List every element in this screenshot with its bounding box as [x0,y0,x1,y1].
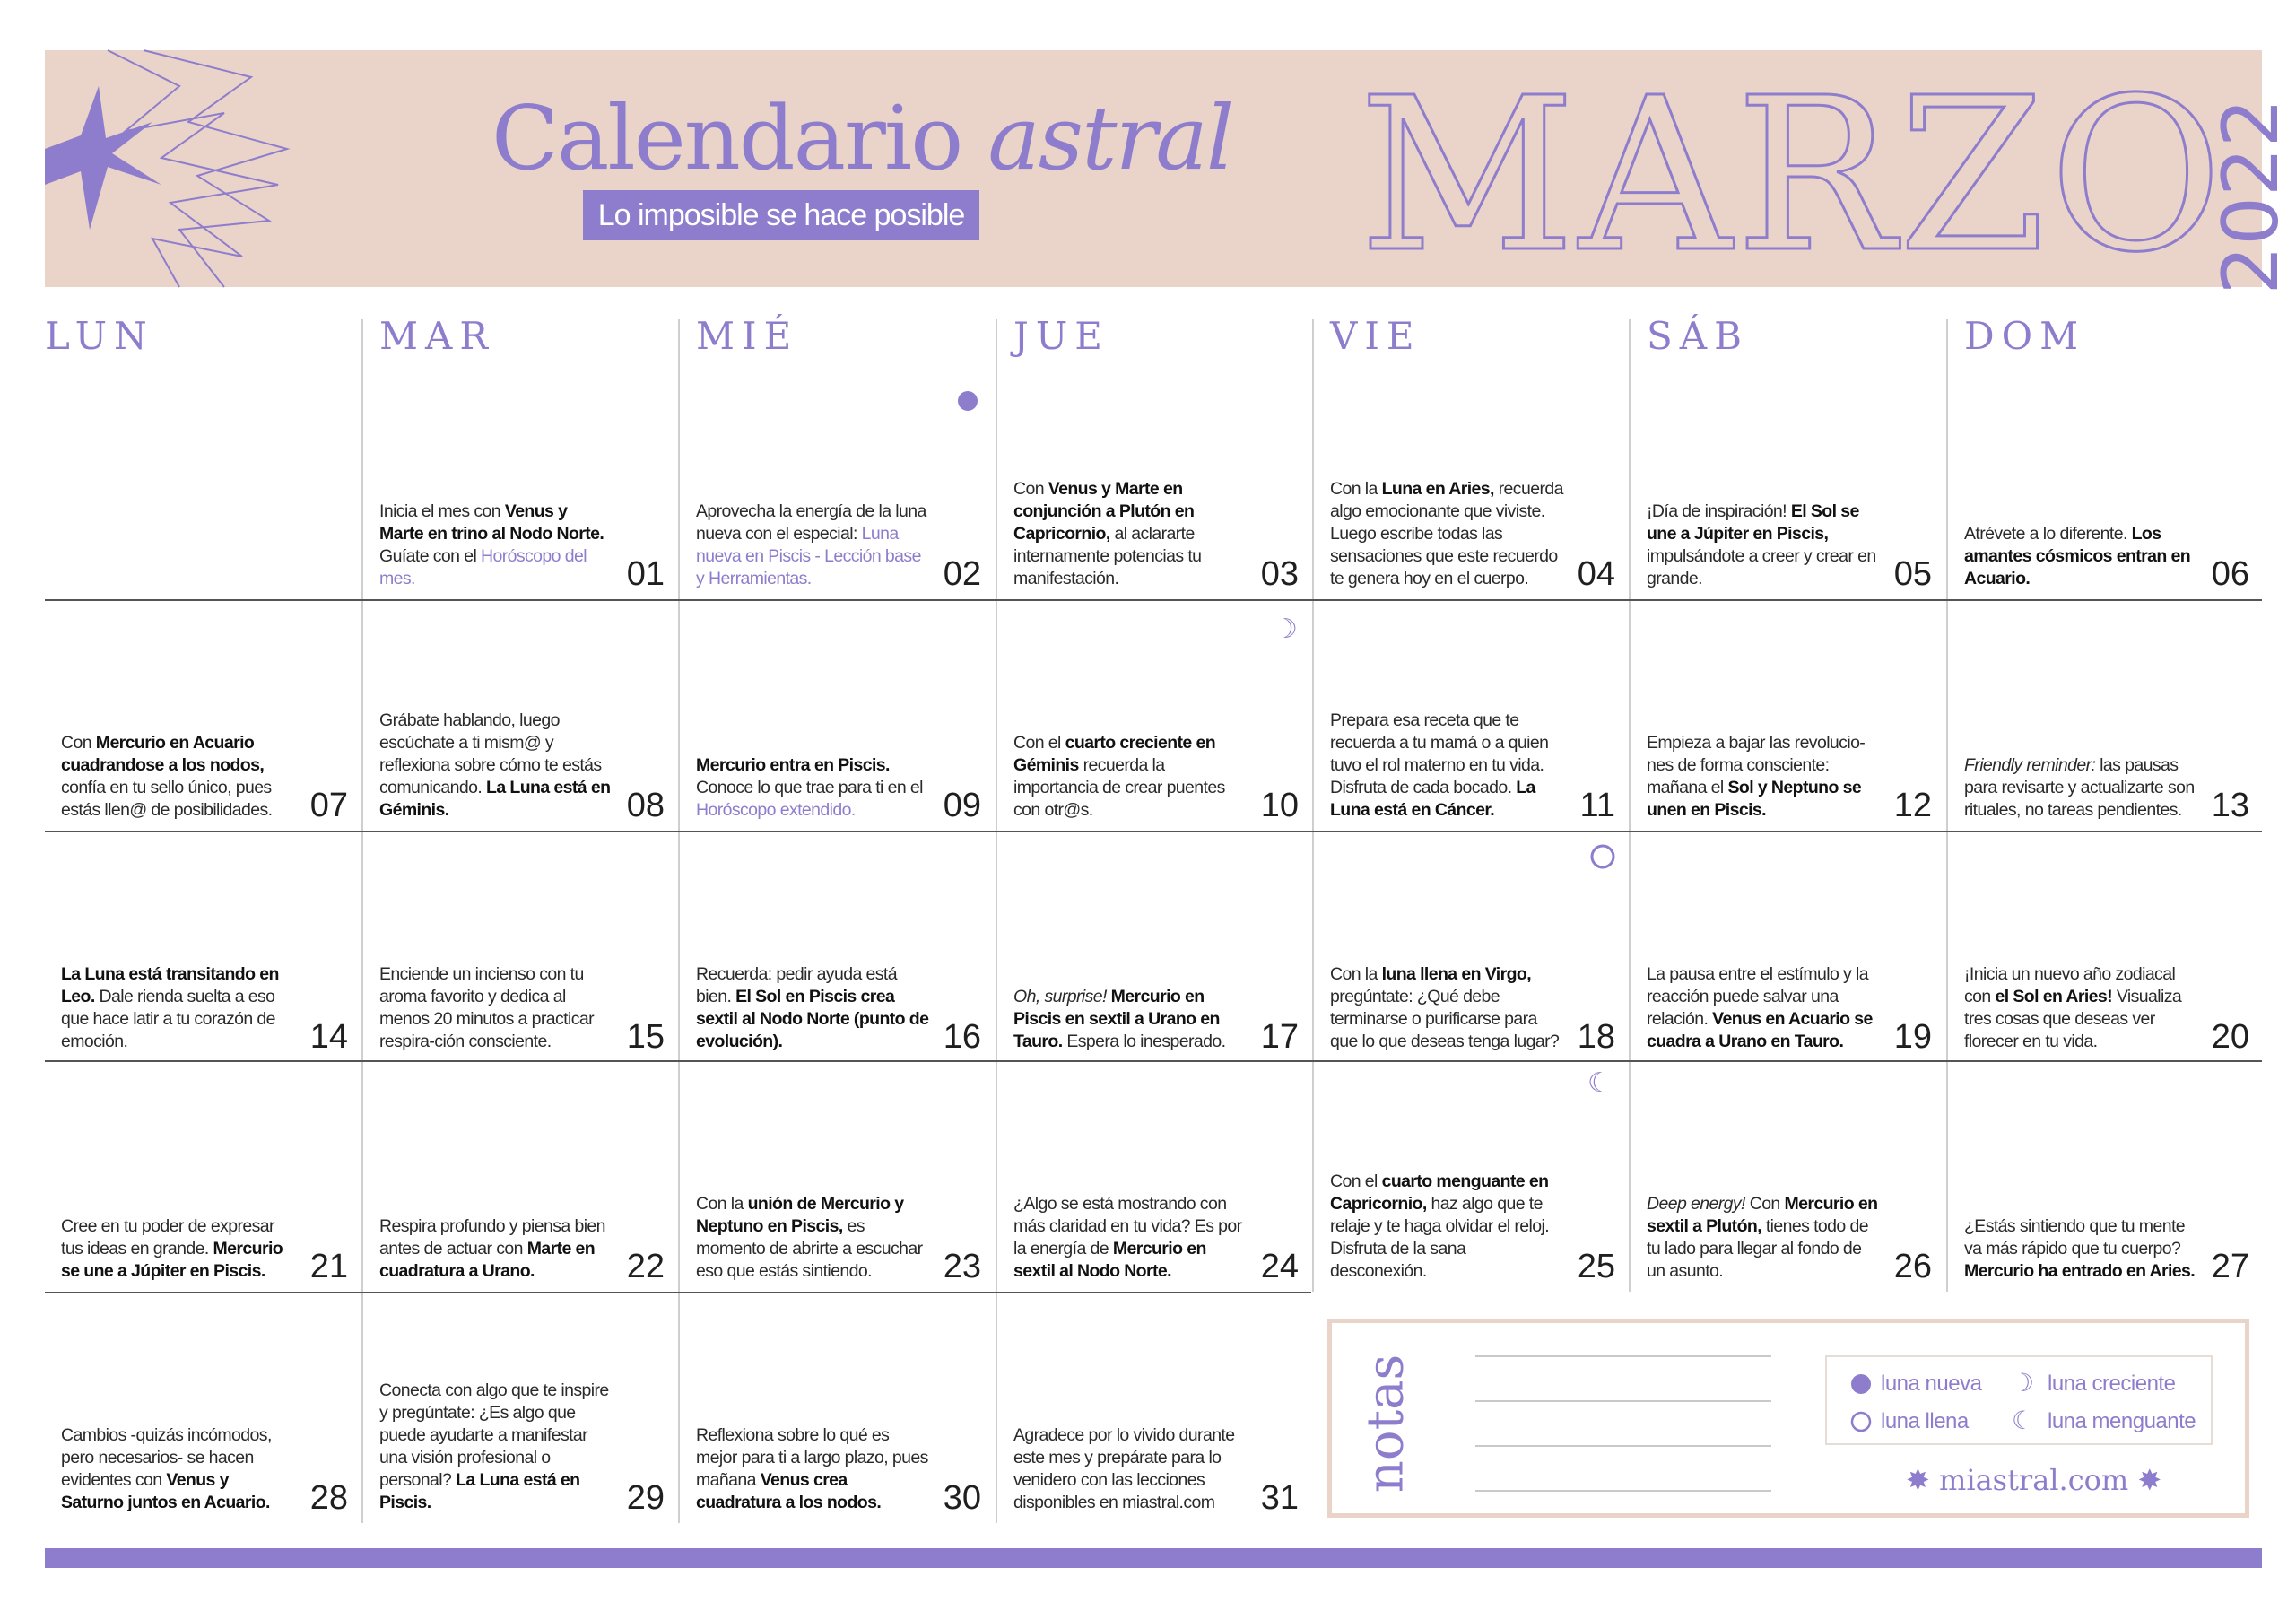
day-cell[interactable] [361,1060,677,1292]
day-cell[interactable] [1312,599,1628,831]
column-divider [996,319,997,368]
column-divider [678,319,680,368]
weekday-sáb: SÁB [1647,314,1749,358]
day-note: Inicia el mes con Venus y Marte en trino al Nodo Norte. Guíate con el Horóscopo del mes. [379,501,604,588]
day-number: 20 [2211,1018,2249,1056]
day-cell[interactable] [1312,368,1628,599]
year: 2022 [2206,98,2296,295]
calendar-title: Calendario astral [491,88,1233,190]
day-number: 15 [626,1018,665,1056]
legend-new-moon: luna nueva [1881,1372,1982,1396]
new-moon-icon [1850,1373,1872,1395]
header-banner [45,50,2296,299]
day-number: 29 [626,1479,665,1517]
day-cell[interactable] [996,599,1311,831]
row-divider [45,1292,1311,1293]
day-number: 06 [2211,555,2249,593]
legend-waning: luna menguante [2048,1409,2196,1433]
full-moon-icon [1589,843,1616,870]
notes-line[interactable] [1475,1355,1771,1357]
day-cell[interactable] [1946,1060,2262,1292]
day-note: Empieza a bajar las revolucio-nes de forma consciente: mañana el Sol y Neptuno se unen en Piscis. [1647,733,1866,820]
sparkle-icon: ✸ [2137,1463,2162,1497]
notes-line[interactable] [1475,1400,1771,1402]
day-cell[interactable] [45,599,361,831]
day-note: Prepara esa receta que te recuerda a tu mamá o a quien tuvo el rol materno en tu vida. Disfruta de cada bocado. La Luna está en Cáncer. [1330,710,1549,820]
legend-waxing: luna creciente [2048,1372,2176,1396]
website-credit [1906,1463,2161,1497]
column-divider [361,319,363,368]
day-note: Recuerda: pedir ayuda está bien. El Sol en Piscis crea sextil al Nodo Norte (punto de evolución). [696,964,929,1051]
day-cell[interactable] [1629,1060,1944,1292]
notes-line[interactable] [1475,1490,1771,1492]
waning-moon-icon: ☾ [2012,1406,2034,1434]
row-divider [45,599,2262,601]
day-number: 14 [309,1018,348,1056]
star-burst-icon [45,50,296,287]
day-cell[interactable] [1312,831,1628,1062]
day-note: Con Mercurio en Acuario cuadrandose a los nodos, confía en tu sello único, pues estás llen@ de posibilidades. [61,733,273,820]
day-number: 31 [1260,1479,1299,1517]
day-cell[interactable] [678,1060,994,1292]
day-note: Con la luna llena en Virgo, pregúntate: ¿Qué debe terminarse o purificarse para que lo que deseas tenga lugar? [1330,964,1560,1051]
day-cell[interactable] [996,831,1311,1062]
day-cell[interactable] [361,1292,677,1523]
day-number: 16 [943,1018,981,1056]
day-cell[interactable] [361,831,677,1062]
day-cell[interactable] [45,368,361,599]
day-note: Oh, surprise! Mercurio en Piscis en sextil a Urano en Tauro. Espera lo inesperado. [1013,987,1226,1051]
day-cell[interactable] [996,368,1311,599]
day-number: 17 [1260,1018,1299,1056]
day-number: 05 [1893,555,1932,593]
day-cell[interactable] [1629,599,1944,831]
day-note: Con Venus y Marte en conjunción a Plutón en Capricornio, al aclararte internamente potencias tu manifestación. [1013,479,1202,588]
day-note: Cree en tu poder de expresar tus ideas en grande. Mercurio se une a Júpiter en Piscis. [61,1216,283,1281]
full-moon-icon [1850,1411,1872,1432]
weekday-mar: MAR [379,314,495,358]
day-note: ¿Estás sintiendo que tu mente va más rápido que tu cuerpo? Mercurio ha entrado en Aries. [1964,1216,2196,1281]
day-number: 28 [309,1479,348,1517]
day-cell[interactable] [45,1292,361,1523]
day-number: 10 [1260,787,1299,824]
day-cell[interactable] [678,1292,994,1523]
column-divider [1629,319,1631,368]
day-number: 09 [943,787,981,824]
notes-line[interactable] [1475,1445,1771,1447]
day-number: 12 [1893,787,1932,824]
notes-box [1327,1319,2249,1518]
day-number: 04 [1577,555,1615,593]
day-number: 13 [2211,787,2249,824]
day-number: 25 [1577,1248,1615,1285]
day-note: La pausa entre el estímulo y la reacción puede salvar una relación. Venus en Acuario se cuadra a Urano en Tauro. [1647,964,1873,1051]
day-note: Con el cuarto menguante en Capricornio, haz algo que te relaje y te haga olvidar el reloj. Disfruta de la sana desconexión. [1330,1171,1550,1281]
day-note: Respira profundo y piensa bien antes de actuar con Marte en cuadratura a Urano. [379,1216,605,1281]
day-number: 27 [2211,1248,2249,1285]
row-divider [45,831,2262,832]
day-cell[interactable] [996,1060,1311,1292]
day-cell[interactable] [45,1060,361,1292]
day-cell[interactable] [996,1292,1311,1523]
day-cell[interactable] [678,831,994,1062]
row-divider [45,1060,2262,1062]
website-link[interactable]: miastral.com [1938,1463,2129,1497]
day-note: Conecta con algo que te inspire y pregúntate: ¿Es algo que puede ayudarte a manifestar una visión profesional o personal? La Luna está en Piscis. [379,1380,609,1512]
day-cell[interactable] [678,599,994,831]
column-divider [1946,319,1948,368]
day-note: Aprovecha la energía de la luna nueva con el especial: Luna nueva en Piscis - Lección base y Herramientas. [696,501,926,588]
day-cell[interactable] [1629,831,1944,1062]
day-cell[interactable] [1946,831,2262,1062]
day-number: 24 [1260,1248,1299,1285]
day-note: Atrévete a lo diferente. Los amantes cósmicos entran en Acuario. [1964,524,2191,588]
notes-title: notas [1356,1354,1415,1493]
day-cell[interactable] [1312,1060,1628,1292]
day-number: 11 [1579,787,1615,824]
waxing-moon-icon: ☽ [1274,614,1298,644]
day-number: 21 [309,1248,348,1285]
calendar-subtitle: Lo imposible se hace posible [583,190,979,240]
day-note: ¡Día de inspiración! El Sol se une a Júpiter en Piscis, impulsándote a creer y crear en grande. [1647,501,1876,588]
day-cell[interactable] [1946,368,2262,599]
day-note: Agradece por lo vivido durante este mes y prepárate para lo venidero con las lecciones disponibles en miastral.com [1013,1425,1235,1512]
day-number: 07 [309,787,348,824]
weekday-jue: JUE [1013,314,1109,358]
day-number: 08 [626,787,665,824]
day-number: 26 [1893,1248,1932,1285]
day-note: Grábate hablando, luego escúchate a ti mism@ y reflexiona sobre cómo te estás comunicando. La Luna está en Géminis. [379,710,611,820]
weekday-vie: VIE [1330,314,1422,358]
day-note: Con la Luna en Aries, recuerda algo emocionante que viviste. Luego escribe todas las sensaciones que este recuerdo te genera hoy en el cuerpo. [1330,479,1563,588]
day-cell[interactable] [1629,368,1944,599]
day-number: 19 [1893,1018,1932,1056]
day-note: Con la unión de Mercurio y Neptuno en Piscis, es momento de abrirte a escuchar eso que estás sintiendo. [696,1194,923,1281]
day-cell[interactable] [678,368,994,599]
day-number: 03 [1260,555,1299,593]
new-moon-icon [956,389,979,413]
day-note: Enciende un incienso con tu aroma favorito y dedica al menos 20 minutos a practicar respira-ción consciente. [379,964,594,1051]
day-cell[interactable] [361,368,677,599]
weekday-dom: DOM [1964,314,2086,358]
day-number: 02 [943,555,981,593]
column-divider [1312,319,1314,368]
moon-legend [1825,1355,2213,1445]
weekday-mié: MIÉ [696,314,799,358]
day-note: Cambios -quizás incómodos, pero necesarios- se hacen evidentes con Venus y Saturno juntos en Acuario. [61,1425,272,1512]
day-note: ¿Algo se está mostrando con más claridad en tu vida? Es por la energía de Mercurio en sextil al Nodo Norte. [1013,1194,1242,1281]
month-name: MARZO [1359,52,2227,299]
day-note: Friendly reminder: las pausas para revisarte y actualizarte son rituales, no tareas pendientes. [1964,755,2195,820]
day-cell[interactable] [361,599,677,831]
day-note: La Luna está transitando en Leo. Dale rienda suelta a eso que hace latir a tu corazón de emoción. [61,964,279,1051]
waning-moon-icon: ☾ [1587,1068,1612,1098]
weekday-lun: LUN [45,314,154,358]
sparkle-icon: ✸ [1906,1463,1930,1497]
day-cell[interactable] [1946,599,2262,831]
day-note: Con el cuarto creciente en Géminis recuerda la importancia de crear puentes con otr@s. [1013,733,1225,820]
day-number: 30 [943,1479,981,1517]
day-number: 23 [943,1248,981,1285]
day-note: Mercurio entra en Piscis. Conoce lo que trae para ti en el Horóscopo extendido. [696,755,923,820]
day-number: 01 [626,555,665,593]
day-note: ¡Inicia un nuevo año zodiacal con el Sol en Aries! Visualiza tres cosas que deseas ver florecer en tu vida. [1964,964,2182,1051]
day-cell[interactable] [45,831,361,1062]
waxing-moon-icon: ☽ [2012,1369,2034,1397]
legend-full-moon: luna llena [1881,1409,1969,1433]
day-number: 22 [626,1248,665,1285]
day-note: Deep energy! Con Mercurio en sextil a Plutón, tienes todo de tu lado para llegar al fondo de un asunto. [1647,1194,1878,1281]
footer-bar [45,1548,2262,1568]
day-note: Reflexiona sobre lo qué es mejor para ti a largo plazo, pues mañana Venus crea cuadratura a los nodos. [696,1425,928,1512]
day-number: 18 [1577,1018,1615,1056]
